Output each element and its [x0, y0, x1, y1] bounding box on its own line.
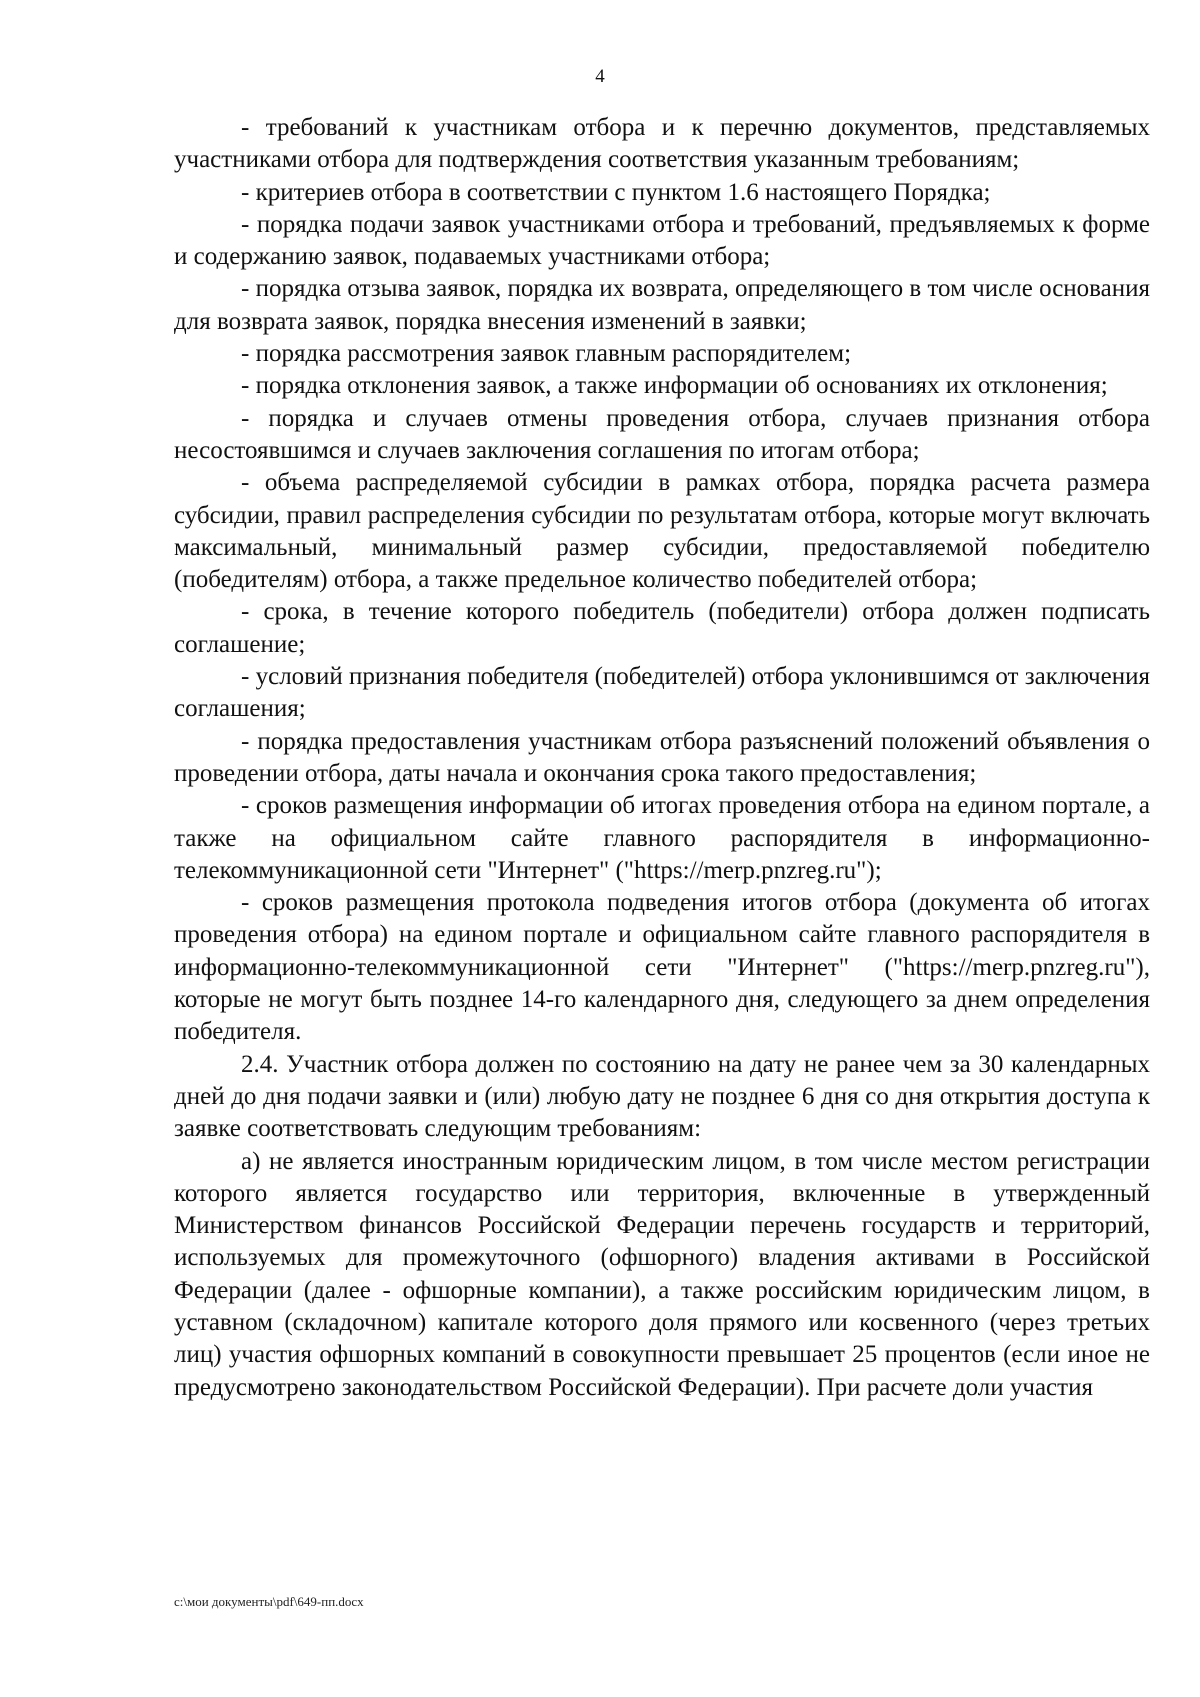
paragraph-application-submission: - порядка подачи заявок участниками отбора и требований, предъявляемых к форме и содержанию заявок, подаваемых участниками отбора; — [174, 210, 1150, 271]
paragraph-results-publication: - сроков размещения информации об итогах проведения отбора на едином портале, а также на официальном сайте главного распорядителя в информационно-телекоммуникационной сети "Интернет" ("https://merp.pnzreg.ru"); — [174, 792, 1150, 884]
paragraph-clarifications: - порядка предоставления участникам отбора разъяснений положений объявления о проведении отбора, даты начала и окончания срока такого предоставления; — [174, 727, 1150, 787]
page-number: 4 — [595, 66, 605, 87]
paragraph-subsidy-volume: - объема распределяемой субсидии в рамках отбора, порядка расчета размера субсидии, правил распределения субсидии по результатам отбора, которые могут включать максимальный, минимальный размер субсидии, предоставляемой победителю (победителям) отбора, а также предельное количество победителей отбора; — [174, 469, 1150, 594]
paragraph-selection-cancellation: - порядка и случаев отмены проведения отбора, случаев признания отбора несостоявшимся и случаев заключения соглашения по итогам отбора; — [174, 404, 1150, 464]
paragraph-application-review: - порядка рассмотрения заявок главным распорядителем; — [241, 340, 852, 368]
paragraph-section-2-4: 2.4. Участник отбора должен по состоянию на дату не ранее чем за 30 календарных дней до дня подачи заявки и (или) любую дату не позднее 6 дня со дня открытия доступа к заявке соответствовать следующим требованиям: — [174, 1050, 1150, 1143]
paragraph-application-withdrawal: - порядка отзыва заявок, порядка их возврата, определяющего в том числе основания для возврата заявок, порядка внесения изменений в заявки; — [174, 275, 1150, 335]
paragraph-application-rejection: - порядка отклонения заявок, а также информации об основаниях их отклонения; — [241, 372, 1108, 400]
paragraph-item-a: а) не является иностранным юридическим лицом, в том числе местом регистрации которого является государство или территория, включенные в утвержденный Министерством финансов Российской Федерации перечень государств и территорий, используемых для промежуточного (офшорного) владения активами в Российской Федерации (далее - офшорные компании), а также российским юридическим лицом, в уставном (складочном) капитале которого доля прямого или косвенного (через третьих лиц) участия офшорных компаний в совокупности превышает 25 процентов (если иное не предусмотрено законодательством Российской Федерации). При расчете доли участия — [174, 1147, 1150, 1401]
paragraph-winner-evasion: - условий признания победителя (победителей) отбора уклонившимся от заключения соглашения; — [174, 663, 1150, 723]
paragraph-requirements-participants: - требований к участникам отбора и к перечню документов, представляемых участниками отбора для подтверждения соответствия указанным требованиям; — [174, 114, 1150, 174]
paragraph-selection-criteria: - критериев отбора в соответствии с пунктом 1.6 настоящего Порядка; — [241, 178, 991, 206]
footer-file-path: c:\мои документы\pdf\649-пп.docx — [174, 1594, 364, 1609]
document-body — [174, 112, 1150, 1404]
paragraph-agreement-deadline: - срока, в течение которого победитель (победители) отбора должен подписать соглашение; — [174, 598, 1150, 658]
paragraph-protocol-publication: - сроков размещения протокола подведения итогов отбора (документа об итогах проведения отбора) на едином портале и официальном сайте главного распорядителя в информационно-телекоммуникационной сети "Интернет" ("https://merp.pnzreg.ru"), которые не могут быть позднее 14-го календарного дня, следующего за днем определения победителя. — [174, 889, 1150, 1046]
